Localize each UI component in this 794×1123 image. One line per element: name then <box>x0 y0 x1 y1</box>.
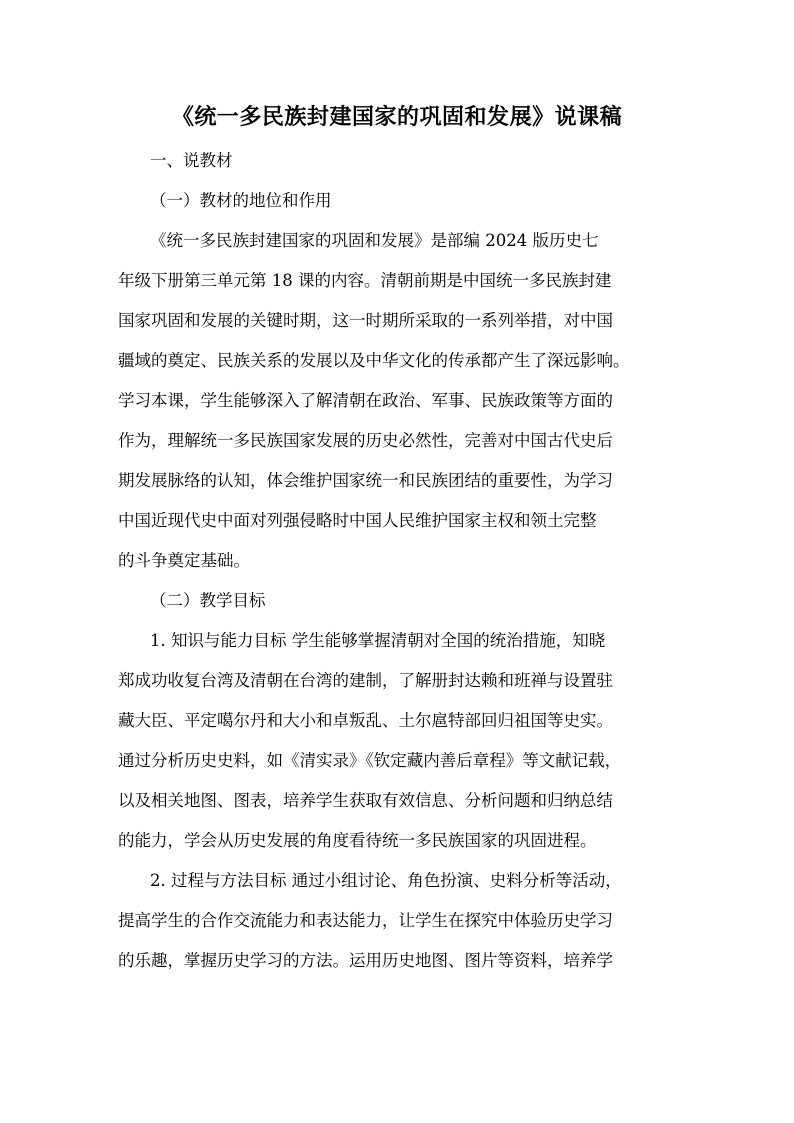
paragraph-line: 2. 过程与方法目标 通过小组讨论、角色扮演、史料分析等活动， <box>150 871 622 890</box>
document-title: 《统一多民族封建国家的巩固和发展》说课稿 <box>171 104 623 130</box>
paragraph-line: 年级下册第三单元第 18 课的内容。清朝前期是中国统一多民族封建 <box>118 271 612 290</box>
paragraph-line: 郑成功收复台湾及清朝在台湾的建制，了解册封达赖和班禅与设置驻 <box>118 671 613 690</box>
paragraph-line: 学习本课，学生能够深入了解清朝在政治、军事、民族政策等方面的 <box>118 391 613 410</box>
paragraph-line: 提高学生的合作交流能力和表达能力，让学生在探究中体验历史学习 <box>118 911 613 930</box>
paragraph-line: 以及相关地图、图表，培养学生获取有效信息、分析问题和归纳总结 <box>118 791 613 810</box>
paragraph-line: 国家巩固和发展的关键时期，这一时期所采取的一系列举措，对中国 <box>118 311 613 330</box>
subsection-heading-diwei-zuoyong: （一）教材的地位和作用 <box>150 191 332 210</box>
paragraph-line: 藏大臣、平定噶尔丹和大小和卓叛乱、土尔扈特部回归祖国等史实。 <box>118 711 613 730</box>
paragraph-line: 中国近现代史中面对列强侵略时中国人民维护国家主权和领土完整 <box>118 511 597 530</box>
paragraph-line: 作为，理解统一多民族国家发展的历史必然性，完善对中国古代史后 <box>118 431 613 450</box>
paragraph-line: 通过分析历史史料，如《清实录》《钦定藏内善后章程》等文献记载， <box>118 751 622 770</box>
paragraph-line: 《统一多民族封建国家的巩固和发展》是部编 2024 版历史七 <box>150 231 599 250</box>
paragraph-line: 期发展脉络的认知，体会维护国家统一和民族团结的重要性，为学习 <box>118 471 613 490</box>
section-heading-shuo-jiaocai: 一、说教材 <box>150 151 233 170</box>
paragraph-line: 的乐趣，掌握历史学习的方法。运用历史地图、图片等资料，培养学 <box>118 951 613 970</box>
paragraph-line: 的能力，学会从历史发展的角度看待统一多民族国家的巩固进程。 <box>118 831 597 850</box>
paragraph-line: 1. 知识与能力目标 学生能够掌握清朝对全国的统治措施，知晓 <box>150 631 606 650</box>
paragraph-line: 疆域的奠定、民族关系的发展以及中华文化的传承都产生了深远影响。 <box>118 351 630 370</box>
subsection-heading-jiaoxue-mubiao: （二）教学目标 <box>150 591 266 610</box>
paragraph-line: 的斗争奠定基础。 <box>118 551 250 570</box>
